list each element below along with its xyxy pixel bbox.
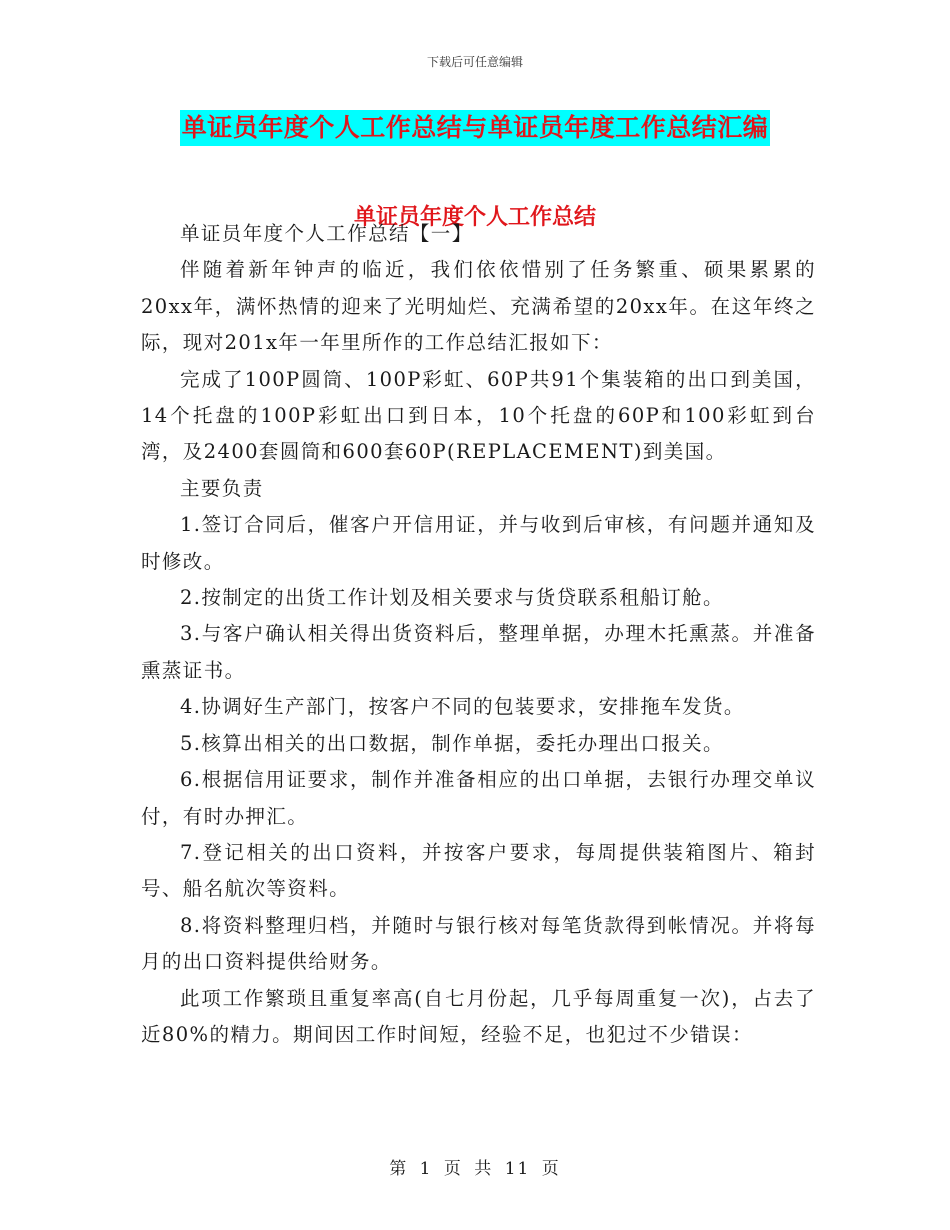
main-title: 单证员年度个人工作总结与单证员年度工作总结汇编 — [180, 110, 771, 146]
paragraph: 8.将资料整理归档，并随时与银行核对每笔货款得到帐情况。并将每月的出口资料提供给财务。 — [141, 913, 816, 974]
paragraph: 伴随着新年钟声的临近，我们依依惜别了任务繁重、硕果累累的20xx年，满怀热情的迎来了光明灿烂、充满希望的20xx年。在这年终之际，现对201x年一年里所作的工作总结汇报如下： — [141, 258, 816, 355]
paragraph: 完成了100P圆筒、100P彩虹、60P共91个集装箱的出口到美国，14个托盘的100P彩虹出口到日本，10个托盘的60P和100彩虹到台湾，及2400套圆筒和600套60P(REPLACEMENT)到美国。 — [141, 367, 816, 464]
header-note: 下载后可任意编辑 — [426, 55, 523, 69]
paragraph: 此项工作繁琐且重复率高(自七月份起，几乎每周重复一次)，占去了近80%的精力。期间因工作时间短，经验不足，也犯过不少错误： — [141, 986, 816, 1046]
paragraph: 1.签订合同后，催客户开信用证，并与收到后审核，有问题并通知及时修改。 — [141, 513, 816, 573]
paragraph: 5.核算出相关的出口数据，制作单据，委托办理出口报关。 — [180, 731, 724, 755]
document-body — [141, 216, 816, 1053]
main-title-container — [0, 110, 950, 146]
section-title: 单证员年度个人工作总结 — [353, 205, 596, 230]
paragraph: 3.与客户确认相关得出货资料后，整理单据，办理木托熏蒸。并准备熏蒸证书。 — [141, 622, 816, 682]
paragraph: 单证员年度个人工作总结【一】 — [180, 222, 473, 245]
paragraph: 6.根据信用证要求，制作并准备相应的出口单据，去银行办理交单议付，有时办押汇。 — [141, 768, 816, 828]
paragraph: 7.登记相关的出口资料，并按客户要求，每周提供装箱图片、箱封号、船名航次等资料。 — [141, 840, 816, 901]
paragraph: 4.协调好生产部门，按客户不同的包装要求，安排拖车发货。 — [180, 695, 745, 719]
paragraph: 主要负责 — [180, 476, 264, 500]
paragraph: 2.按制定的出货工作计划及相关要求与货贷联系租船订舱。 — [180, 586, 724, 610]
page-number: 第 1 页 共 11 页 — [389, 1159, 561, 1179]
